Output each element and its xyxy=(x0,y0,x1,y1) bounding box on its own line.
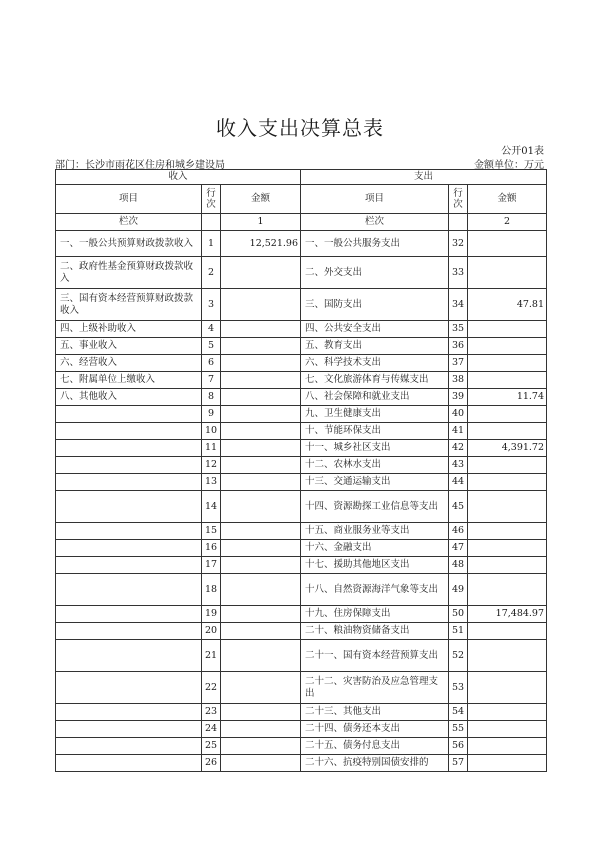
expense-line-no-cell: 34 xyxy=(449,289,468,321)
expense-amount-cell xyxy=(468,623,547,640)
expense-line-no-cell: 57 xyxy=(449,755,468,772)
expense-amount-cell xyxy=(468,321,547,338)
income-amount-cell xyxy=(221,721,301,738)
income-line-no-cell: 11 xyxy=(202,440,221,457)
expense-item-cell: 九、卫生健康支出 xyxy=(301,406,449,423)
income-item-header: 项目 xyxy=(56,185,202,214)
income-item-cell xyxy=(56,423,202,440)
income-amount-cell xyxy=(221,704,301,721)
income-amount-cell xyxy=(221,440,301,457)
income-amount-cell xyxy=(221,474,301,491)
income-item-cell: 七、附属单位上缴收入 xyxy=(56,372,202,389)
income-amount-cell: 12,521.96 xyxy=(221,231,301,257)
expense-line-no-cell: 37 xyxy=(449,355,468,372)
expense-item-cell: 七、文化旅游体育与传媒支出 xyxy=(301,372,449,389)
department-label: 部门：长沙市雨花区住房和城乡建设局 xyxy=(55,160,225,171)
income-line-no-cell: 26 xyxy=(202,755,221,772)
expense-amount-cell xyxy=(468,423,547,440)
income-line-no-cell: 21 xyxy=(202,640,221,672)
table-row xyxy=(56,440,547,457)
expense-amount-cell xyxy=(468,721,547,738)
expense-column-label: 栏次 xyxy=(301,214,449,231)
expense-line-no-cell: 41 xyxy=(449,423,468,440)
expense-item-cell: 十三、交通运输支出 xyxy=(301,474,449,491)
income-line-no-cell: 8 xyxy=(202,389,221,406)
form-number: 公开01表 xyxy=(501,146,544,157)
expense-item-cell: 十一、城乡社区支出 xyxy=(301,440,449,457)
income-amount-cell xyxy=(221,523,301,540)
expense-line-no-cell: 42 xyxy=(449,440,468,457)
income-amount-cell xyxy=(221,738,301,755)
income-item-cell xyxy=(56,540,202,557)
expense-amount-cell xyxy=(468,338,547,355)
expense-item-cell: 二十三、其他支出 xyxy=(301,704,449,721)
income-line-no-cell: 23 xyxy=(202,704,221,721)
income-amount-cell xyxy=(221,355,301,372)
expense-amount-cell xyxy=(468,704,547,721)
expense-line-no-cell: 43 xyxy=(449,457,468,474)
income-expense-table xyxy=(55,169,547,772)
income-item-cell: 二、政府性基金预算财政拨款收入 xyxy=(56,257,202,289)
expense-item-cell: 二十五、债务付息支出 xyxy=(301,738,449,755)
income-line-no-cell: 5 xyxy=(202,338,221,355)
expense-amount-cell xyxy=(468,355,547,372)
income-line-no-cell: 1 xyxy=(202,231,221,257)
income-line-no-cell: 14 xyxy=(202,491,221,523)
income-item-cell xyxy=(56,672,202,704)
expense-line-no-cell: 56 xyxy=(449,738,468,755)
income-line-no-header: 行次 xyxy=(202,185,221,214)
income-line-no-cell: 17 xyxy=(202,557,221,574)
expense-line-no-cell: 44 xyxy=(449,474,468,491)
expense-amount-cell xyxy=(468,457,547,474)
expense-item-cell: 十五、商业服务业等支出 xyxy=(301,523,449,540)
expense-line-no-cell: 36 xyxy=(449,338,468,355)
income-amount-cell xyxy=(221,372,301,389)
income-amount-cell xyxy=(221,338,301,355)
expense-line-no-cell: 32 xyxy=(449,231,468,257)
expense-item-cell: 十、节能环保支出 xyxy=(301,423,449,440)
expense-item-cell: 二十四、债务还本支出 xyxy=(301,721,449,738)
expense-item-header: 项目 xyxy=(301,185,449,214)
income-line-no-cell: 25 xyxy=(202,738,221,755)
expense-amount-cell xyxy=(468,755,547,772)
expense-amount-cell: 47.81 xyxy=(468,289,547,321)
expense-item-cell: 十八、自然资源海洋气象等支出 xyxy=(301,574,449,606)
expense-amount-cell xyxy=(468,406,547,423)
expense-line-no-cell: 50 xyxy=(449,606,468,623)
income-line-no-cell: 13 xyxy=(202,474,221,491)
income-line-no-cell: 7 xyxy=(202,372,221,389)
income-line-no-cell: 2 xyxy=(202,257,221,289)
expense-line-no-cell: 35 xyxy=(449,321,468,338)
expense-item-cell: 八、社会保障和就业支出 xyxy=(301,389,449,406)
table-row xyxy=(56,738,547,755)
table-row xyxy=(56,557,547,574)
income-column-number: 1 xyxy=(221,214,301,231)
expense-line-no-cell: 33 xyxy=(449,257,468,289)
expense-item-cell: 二十一、国有资本经营预算支出 xyxy=(301,640,449,672)
expense-item-cell: 十九、住房保障支出 xyxy=(301,606,449,623)
table-row xyxy=(56,423,547,440)
income-item-cell xyxy=(56,474,202,491)
income-line-no-cell: 3 xyxy=(202,289,221,321)
expense-amount-cell: 11.74 xyxy=(468,389,547,406)
table-row xyxy=(56,491,547,523)
income-item-cell xyxy=(56,440,202,457)
table-row xyxy=(56,721,547,738)
income-item-cell xyxy=(56,606,202,623)
income-item-cell: 一、一般公共预算财政拨款收入 xyxy=(56,231,202,257)
table-row xyxy=(56,457,547,474)
income-line-no-cell: 15 xyxy=(202,523,221,540)
income-item-cell: 五、事业收入 xyxy=(56,338,202,355)
expense-amount-cell xyxy=(468,540,547,557)
expense-line-no-header: 行次 xyxy=(449,185,468,214)
table-row xyxy=(56,257,547,289)
expense-item-cell: 二十二、灾害防治及应急管理支出 xyxy=(301,672,449,704)
income-amount-cell xyxy=(221,755,301,772)
income-item-cell xyxy=(56,406,202,423)
income-amount-cell xyxy=(221,423,301,440)
table-row xyxy=(56,704,547,721)
income-amount-cell xyxy=(221,557,301,574)
expense-line-no-cell: 52 xyxy=(449,640,468,672)
expense-section-header: 支出 xyxy=(301,170,547,185)
income-amount-cell xyxy=(221,457,301,474)
income-item-cell: 八、其他收入 xyxy=(56,389,202,406)
income-line-no-cell: 10 xyxy=(202,423,221,440)
expense-amount-cell: 17,484.97 xyxy=(468,606,547,623)
expense-line-no-cell: 48 xyxy=(449,557,468,574)
expense-amount-cell xyxy=(468,474,547,491)
expense-item-cell: 五、教育支出 xyxy=(301,338,449,355)
expense-item-cell: 十四、资源勘探工业信息等支出 xyxy=(301,491,449,523)
expense-amount-cell xyxy=(468,523,547,540)
income-item-cell: 六、经营收入 xyxy=(56,355,202,372)
income-amount-header: 金额 xyxy=(221,185,301,214)
income-item-cell xyxy=(56,574,202,606)
table-row xyxy=(56,623,547,640)
expense-line-no-cell: 40 xyxy=(449,406,468,423)
amount-unit-label: 金额单位：万元 xyxy=(474,160,544,171)
table-row xyxy=(56,389,547,406)
income-item-cell: 三、国有资本经营预算财政拨款收入 xyxy=(56,289,202,321)
income-line-no-cell: 4 xyxy=(202,321,221,338)
table-row xyxy=(56,540,547,557)
expense-amount-cell xyxy=(468,257,547,289)
income-item-cell xyxy=(56,755,202,772)
income-item-cell: 四、上级补助收入 xyxy=(56,321,202,338)
table-row xyxy=(56,406,547,423)
income-item-cell xyxy=(56,491,202,523)
income-amount-cell xyxy=(221,257,301,289)
expense-line-no-cell: 54 xyxy=(449,704,468,721)
page-title: 收入支出决算总表 xyxy=(216,116,384,140)
expense-amount-cell xyxy=(468,574,547,606)
table-row xyxy=(56,672,547,704)
empty-cell xyxy=(449,214,468,231)
income-line-no-cell: 9 xyxy=(202,406,221,423)
expense-item-cell: 六、科学技术支出 xyxy=(301,355,449,372)
table-row xyxy=(56,338,547,355)
income-amount-cell xyxy=(221,389,301,406)
expense-amount-cell: 4,391.72 xyxy=(468,440,547,457)
expense-item-cell: 二十、粮油物资储备支出 xyxy=(301,623,449,640)
table-row xyxy=(56,606,547,623)
expense-amount-header: 金额 xyxy=(468,185,547,214)
income-line-no-cell: 19 xyxy=(202,606,221,623)
expense-line-no-cell: 38 xyxy=(449,372,468,389)
table-row xyxy=(56,640,547,672)
income-amount-cell xyxy=(221,289,301,321)
expense-line-no-cell: 45 xyxy=(449,491,468,523)
income-item-cell xyxy=(56,523,202,540)
income-amount-cell xyxy=(221,640,301,672)
expense-line-no-cell: 39 xyxy=(449,389,468,406)
income-column-label: 栏次 xyxy=(56,214,202,231)
income-line-no-cell: 24 xyxy=(202,721,221,738)
expense-item-cell: 十二、农林水支出 xyxy=(301,457,449,474)
income-line-no-cell: 16 xyxy=(202,540,221,557)
expense-line-no-cell: 55 xyxy=(449,721,468,738)
table-row xyxy=(56,231,547,257)
income-amount-cell xyxy=(221,606,301,623)
income-line-no-cell: 20 xyxy=(202,623,221,640)
income-amount-cell xyxy=(221,406,301,423)
income-line-no-cell: 22 xyxy=(202,672,221,704)
income-line-no-cell: 12 xyxy=(202,457,221,474)
table-row xyxy=(56,372,547,389)
expense-item-cell: 二、外交支出 xyxy=(301,257,449,289)
income-line-no-cell: 6 xyxy=(202,355,221,372)
expense-amount-cell xyxy=(468,372,547,389)
expense-amount-cell xyxy=(468,491,547,523)
expense-item-cell: 四、公共安全支出 xyxy=(301,321,449,338)
income-item-cell xyxy=(56,557,202,574)
income-item-cell xyxy=(56,623,202,640)
expense-item-cell: 十六、金融支出 xyxy=(301,540,449,557)
expense-line-no-cell: 53 xyxy=(449,672,468,704)
table-row xyxy=(56,289,547,321)
income-amount-cell xyxy=(221,574,301,606)
income-amount-cell xyxy=(221,321,301,338)
expense-line-no-cell: 47 xyxy=(449,540,468,557)
income-amount-cell xyxy=(221,672,301,704)
expense-amount-cell xyxy=(468,640,547,672)
expense-amount-cell xyxy=(468,557,547,574)
income-item-cell xyxy=(56,640,202,672)
expense-amount-cell xyxy=(468,672,547,704)
income-line-no-cell: 18 xyxy=(202,574,221,606)
income-item-cell xyxy=(56,721,202,738)
income-item-cell xyxy=(56,457,202,474)
income-amount-cell xyxy=(221,491,301,523)
table-row xyxy=(56,755,547,772)
empty-cell xyxy=(202,214,221,231)
income-amount-cell xyxy=(221,540,301,557)
table-row xyxy=(56,523,547,540)
income-item-cell xyxy=(56,738,202,755)
table-row xyxy=(56,321,547,338)
income-section-header: 收入 xyxy=(56,170,301,185)
expense-item-cell: 十七、援助其他地区支出 xyxy=(301,557,449,574)
income-amount-cell xyxy=(221,623,301,640)
expense-item-cell: 二十六、抗疫特别国债安排的 xyxy=(301,755,449,772)
expense-line-no-cell: 46 xyxy=(449,523,468,540)
expense-line-no-cell: 49 xyxy=(449,574,468,606)
income-item-cell xyxy=(56,704,202,721)
table-row xyxy=(56,474,547,491)
expense-column-number: 2 xyxy=(468,214,547,231)
expense-item-cell: 三、国防支出 xyxy=(301,289,449,321)
table-row xyxy=(56,355,547,372)
expense-amount-cell xyxy=(468,738,547,755)
expense-line-no-cell: 51 xyxy=(449,623,468,640)
expense-amount-cell xyxy=(468,231,547,257)
table-row xyxy=(56,574,547,606)
expense-item-cell: 一、一般公共服务支出 xyxy=(301,231,449,257)
